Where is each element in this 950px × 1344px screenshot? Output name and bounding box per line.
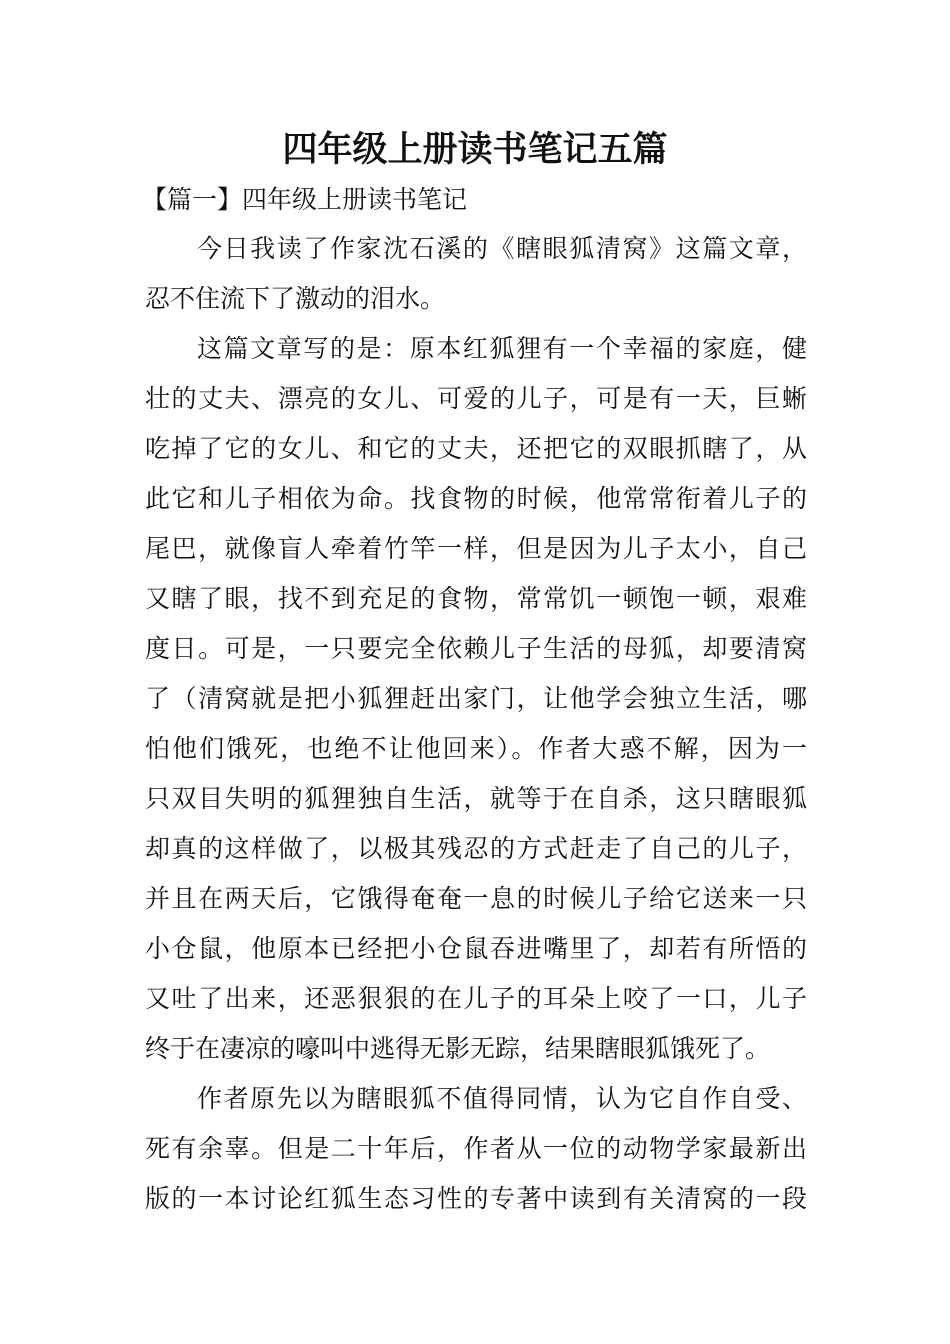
paragraph-line: 却真的这样做了，以极其残忍的方式赶走了自己的儿子， bbox=[145, 834, 807, 863]
paragraph-line: 只双目失明的狐狸独自生活，就等于在自杀，这只瞎眼狐 bbox=[145, 784, 807, 813]
paragraph-line: 忍不住流下了激动的泪水。 bbox=[145, 284, 446, 313]
paragraph-line: 又瞎了眼，找不到充足的食物，常常饥一顿饱一顿，艰难 bbox=[145, 584, 807, 613]
paragraph-line: 今日我读了作家沈石溪的《瞎眼狐清窝》这篇文章， bbox=[197, 234, 807, 263]
paragraph-line: 吃掉了它的女儿、和它的丈夫，还把它的双眼抓瞎了，从 bbox=[145, 434, 807, 463]
section-heading: 【篇一】四年级上册读书笔记 bbox=[142, 185, 468, 214]
paragraph-line: 终于在凄凉的嚎叫中逃得无影无踪，结果瞎眼狐饿死了。 bbox=[145, 1034, 771, 1063]
paragraph-line: 又吐了出来，还恶狠狠的在儿子的耳朵上咬了一口，儿子 bbox=[145, 984, 807, 1013]
paragraph-line: 版的一本讨论红狐生态习性的专著中读到有关清窝的一段 bbox=[145, 1184, 807, 1213]
paragraph-line: 尾巴，就像盲人牵着竹竿一样，但是因为儿子太小，自己 bbox=[145, 534, 807, 563]
paragraph-line: 怕他们饿死，也绝不让他回来）。作者大惑不解，因为一 bbox=[145, 734, 807, 763]
paragraph-line: 此它和儿子相依为命。找食物的时候，他常常衔着儿子的 bbox=[145, 484, 807, 513]
paragraph-line: 了（清窝就是把小狐狸赶出家门，让他学会独立生活，哪 bbox=[145, 684, 807, 713]
paragraph-line: 小仓鼠，他原本已经把小仓鼠吞进嘴里了，却若有所悟的 bbox=[145, 934, 807, 963]
document-title: 四年级上册读书笔记五篇 bbox=[282, 129, 668, 170]
paragraph-line: 这篇文章写的是：原本红狐狸有一个幸福的家庭，健 bbox=[197, 334, 807, 363]
paragraph-line: 并且在两天后，它饿得奄奄一息的时候儿子给它送来一只 bbox=[145, 884, 807, 913]
paragraph-line: 度日。可是，一只要完全依赖儿子生活的母狐，却要清窝 bbox=[145, 634, 807, 663]
paragraph-line: 作者原先以为瞎眼狐不值得同情，认为它自作自受、 bbox=[197, 1084, 807, 1113]
paragraph-line: 壮的丈夫、漂亮的女儿、可爱的儿子，可是有一天，巨蜥 bbox=[145, 384, 807, 413]
paragraph-line: 死有余辜。但是二十年后，作者从一位的动物学家最新出 bbox=[145, 1134, 807, 1163]
